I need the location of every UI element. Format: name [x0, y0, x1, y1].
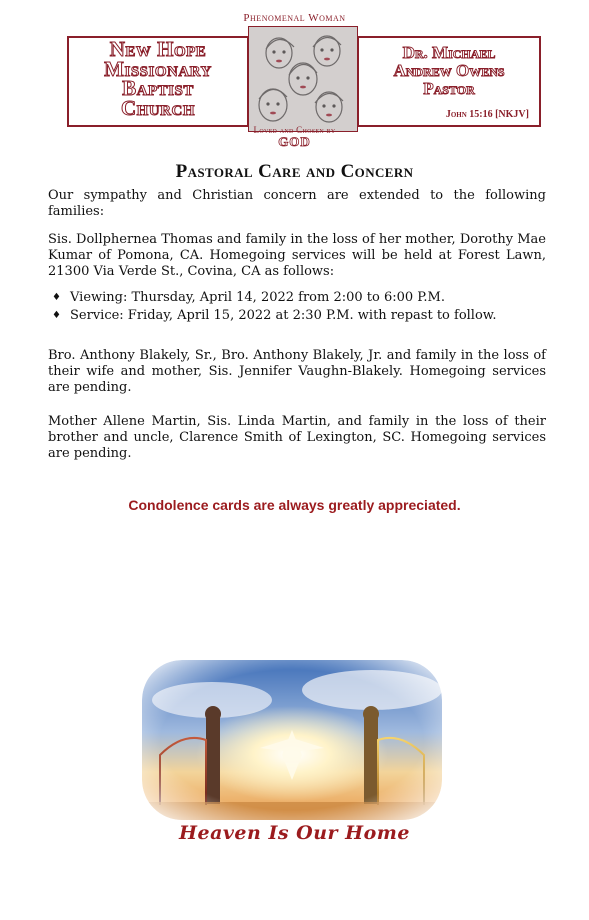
service-item-viewing	[48, 290, 546, 306]
scripture-reference: John 15:16 [NKJV]	[445, 109, 529, 120]
god-text: GOD	[278, 134, 311, 149]
women-portrait-illustration	[248, 26, 358, 132]
pastor-name	[359, 44, 539, 98]
intro-paragraph: Our sympathy and Christian concern are extended to the following families:	[48, 188, 546, 219]
diamond-bullet-icon: ♦	[52, 292, 61, 303]
pastor-box	[357, 36, 541, 127]
heaven-gates-image	[142, 660, 442, 820]
banner-phenomenal-woman: Phenomenal Woman	[243, 12, 346, 24]
heaven-caption: Heaven Is Our Home	[179, 822, 410, 844]
service-text: Service: Friday, April 15, 2022 at 2:30 P.M. with repast to follow.	[70, 308, 497, 323]
pastor-name-line: Dr. Michael	[402, 43, 496, 62]
service-item-funeral	[48, 308, 546, 324]
pastor-title: Pastor	[423, 79, 475, 98]
church-name-line: Baptist	[122, 76, 194, 100]
church-name	[69, 37, 247, 120]
loved-and-chosen-tagline: Loved and Chosen by	[253, 125, 336, 135]
service-text: Viewing: Thursday, April 14, 2022 from 2:00 to 6:00 P.M.	[70, 290, 445, 305]
condolence-note: Condolence cards are always greatly appreciated.	[128, 497, 461, 513]
family-paragraph: Sis. Dollphernea Thomas and family in the loss of her mother, Dorothy Mae Kumar of Pomona, CA. Homegoing services will be held at Forest Lawn, 21300 Via Verde St., Covina, CA as follows:	[48, 232, 546, 279]
page-title: Pastoral Care and Concern	[175, 161, 414, 182]
pastor-name-line: Andrew Owens	[393, 61, 505, 80]
church-name-line: New Hope	[109, 37, 207, 61]
church-name-line: Church	[121, 95, 195, 120]
church-name-line: Missionary	[104, 56, 212, 81]
family-paragraph: Bro. Anthony Blakely, Sr., Bro. Anthony Blakely, Jr. and family in the loss of their wife and mother, Sis. Jennifer Vaughn-Blakely. Homegoing services are pending.	[48, 348, 546, 395]
diamond-bullet-icon: ♦	[52, 310, 61, 321]
service-list	[48, 290, 546, 324]
family-paragraph: Mother Allene Martin, Sis. Linda Martin, and family in the loss of their brother and uncle, Clarence Smith of Lexington, SC. Homegoing services are pending.	[48, 414, 546, 461]
announcement-body	[48, 188, 546, 474]
church-name-box	[67, 36, 249, 127]
